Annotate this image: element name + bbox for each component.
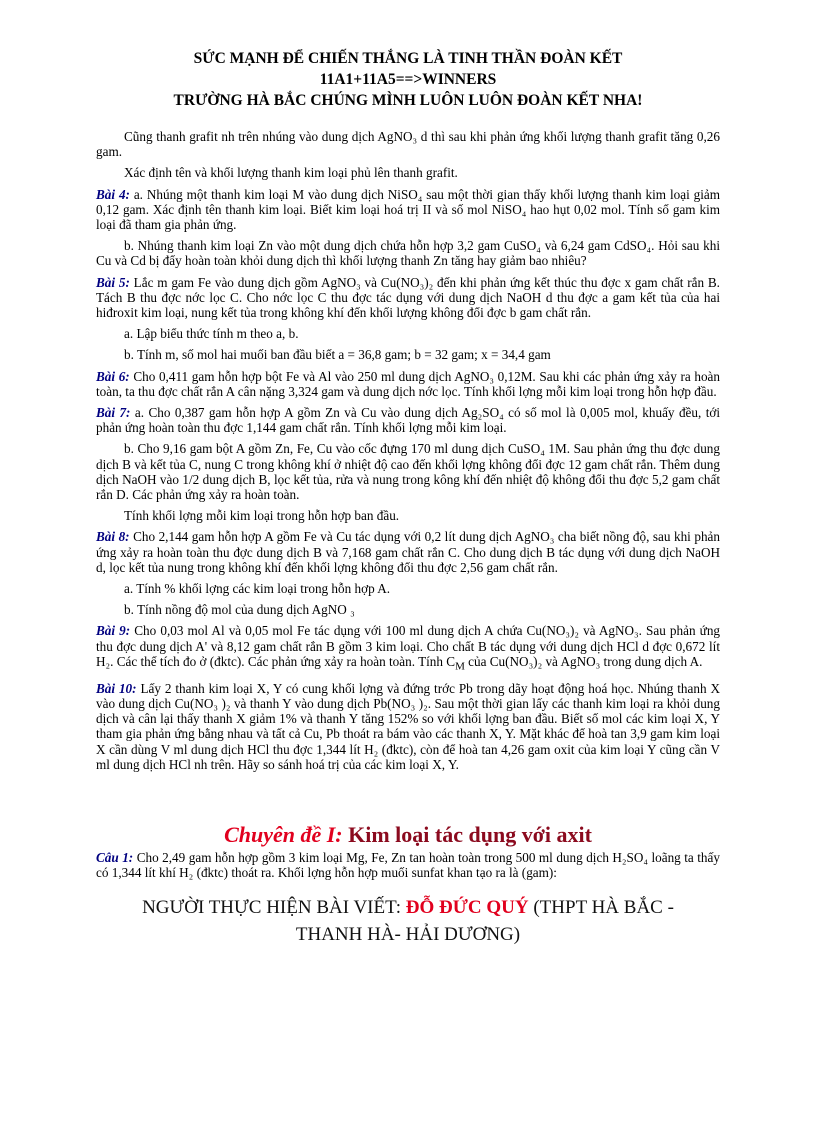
- exercise-6-label: Bài 6:: [96, 368, 130, 384]
- exercise-7-part-a: a. Cho 0,387 gam hỗn hợp A gồm Zn và Cu vào dung dịch Ag₂SO₄ có số mol là 0,005 mol, khuấy đều, tới phản ứng hoàn toàn thu đợc 1,144 gam chất rắn. Tính khối lợng mỗi kim loại.: [96, 405, 720, 436]
- exercise-9-subscript: M: [455, 660, 465, 673]
- author-footer: [96, 894, 720, 948]
- footer-prefix: NGƯỜI THỰC HIỆN BÀI VIẾT:: [142, 897, 406, 919]
- exercise-6: [96, 369, 720, 399]
- section-heading-title: Kim loại tác dụng với axit: [342, 821, 592, 847]
- exercise-4: [96, 187, 720, 233]
- header-line-3: TRƯỜNG HÀ BẮC CHÚNG MÌNH LUÔN LUÔN ĐOÀN KẾT NHA!: [173, 92, 643, 109]
- footer-author: ĐỖ ĐỨC QUÝ: [405, 897, 529, 919]
- intro-paragraph-1: Cũng thanh grafit nh trên nhúng vào dung dịch AgNO₃ d thì sau khi phản ứng khối lượng thanh grafit tăng 0,26 gam.: [96, 129, 720, 160]
- exercise-5-text: Lắc m gam Fe vào dung dịch gồm AgNO₃ và Cu(NO₃)₂ đến khi phản ứng kết thúc thu đợc x gam chất rắn B. Tách B thu đợc nớc lọc C. Cho nớc lọc C thu đợc tác dụng với dung dịch NaOH d thu đợc a gam kết tủa của hai hiđroxit kim loại, nung kết tủa trong không khí đến khối lượng không đổi đợc b gam chất rắn.: [96, 274, 720, 321]
- exercise-8-part-a: a. Tính % khối lợng các kim loại trong hỗn hợp A.: [124, 581, 391, 597]
- exercise-8: [96, 529, 720, 575]
- footer-line-2: THANH HÀ- HẢI DƯƠNG): [295, 924, 521, 946]
- question-1-label: Câu 1:: [96, 849, 134, 865]
- exercise-5: [96, 275, 720, 321]
- document-page: [96, 48, 720, 948]
- exercise-7-question: Tính khối lợng mỗi kim loại trong hỗn hợp ban đầu.: [124, 508, 400, 524]
- footer-line-1: [96, 894, 720, 921]
- exercise-5-part-b: b. Tính m, số mol hai muối ban đầu biết a = 36,8 gam; b = 32 gam; x = 34,4 gam: [124, 347, 551, 363]
- exercise-9: [96, 623, 720, 674]
- footer-line-1-end: (THPT HÀ BẮC -: [528, 897, 674, 919]
- exercise-7-part-b: b. Cho 9,16 gam bột A gồm Zn, Fe, Cu vào cốc đựng 170 ml dung dịch CuSO₄ 1M. Sau phản ứng thu đợc dung dịch B và kết tủa C, nung C trong không khí ở nhiệt độ cao đến khối lợng không đổi đợc 12 gam chất rắn. Thêm dung dịch NaOH vào 1/2 dung dịch B, lọc kết tủa, rửa và nung trong kông khí đến nhiệt độ không đổi thu đợc 5,2 gam chất rắn D. Các phản ứng xảy ra hoàn toàn.: [96, 441, 720, 503]
- question-1: [96, 850, 720, 880]
- document-body: [96, 129, 720, 772]
- exercise-10-label: Bài 10:: [96, 680, 137, 696]
- document-header: [96, 48, 720, 111]
- exercise-8-text: Cho 2,144 gam hỗn hợp A gồm Fe và Cu tác dụng với 0,2 lít dung dịch AgNO₃ cha biết nồng độ, sau khi phản ứng xảy ra hoàn toàn thu đợc dung dịch B và 7,168 gam chất rắn C. Cho dung dịch B tác dụng với dung dịch NaOH d, lọc kết tủa nung trong không khí đến khối lợng không đổi thu đợc 2,56 gam chất rắn.: [96, 529, 720, 575]
- section-heading-prefix: Chuyên đề I:: [224, 821, 343, 847]
- intro-paragraph-2: Xác định tên và khối lượng thanh kim loại phủ lên thanh grafit.: [124, 165, 458, 181]
- exercise-7-label: Bài 7:: [96, 405, 131, 421]
- exercise-10-text: Lấy 2 thanh kim loại X, Y có cung khối lợng và đứng trớc Pb trong dãy hoạt động hoá học. Nhúng thanh X vào dung dịch Cu(NO₃ )₂ và thanh Y vào dung dịch Pb(NO₃ )₂. Sau một thời gian lấy các thanh kim loại ra khỏi dung dịch và cân lại thấy thanh X giảm 1% và thanh Y tăng 152% so với khối lợng ban đầu. Biết số mol các kim loại X, Y tham gia phản ứng bằng nhau và tất cả Cu, Pb thoát ra bám vào các thanh X, Y. Mặt khác để hoà tan 3,9 gam kim loại X cần dùng V ml dung dịch HCl thu đợc 1,344 lít H₂ (đktc), còn để hoà tan 4,26 gam oxit của kim loại Y cũng cần V ml dung dịch HCl nh trên. Hãy so sánh hoá trị của các kim loại X, Y.: [96, 680, 720, 772]
- exercise-6-text: Cho 0,411 gam hỗn hợp bột Fe và Al vào 250 ml dung dịch AgNO₃ 0,12M. Sau khi các phản ứng xảy ra hoàn toàn, ta thu đợc chất rắn A cân nặng 3,324 gam và dung dịch nớc lọc. Tính khối lợng mỗi kim loại trong hỗn hợp đầu.: [96, 368, 720, 399]
- exercise-4-part-a: a. Nhúng một thanh kim loại M vào dung dịch NiSO₄ sau một thời gian thấy khối lượng thanh kim loại giảm 0,12 gam. Xác định tên thanh kim loại. Biết kim loại hoá trị II và số mol NiSO₄ hao hụt 0,02 mol. Tính số gam kim loại đã tham gia phản ứng.: [96, 186, 720, 233]
- exercise-5-label: Bài 5:: [96, 274, 130, 290]
- exercise-4-label: Bài 4:: [96, 186, 130, 202]
- exercise-5-part-a: a. Lập biểu thức tính m theo a, b.: [124, 326, 299, 342]
- exercise-9-text: Cho 0,03 mol Al và 0,05 mol Fe tác dụng với 100 ml dung dịch A chứa Cu(NO₃)₂ và AgNO₃. Sau phản ứng thu đợc dung dịch A' và 8,12 gam chất rắn B gồm 3 kim loại. Cho chất B tác dụng với dung dịch HCl d đợc 0,672 lít H₂. Các thể tích đo ở (đktc). Các phản ứng xảy ra hoàn toàn. Tính C: [96, 623, 721, 669]
- exercise-4-part-b: b. Nhúng thanh kim loại Zn vào một dung dịch chứa hỗn hợp 3,2 gam CuSO₄ và 6,24 gam CdSO₄. Hỏi sau khi Cu và Cd bị đẩy hoàn toàn khỏi dung dịch thì khối lượng thanh Zn tăng hay giảm bao nhiêu?: [96, 238, 720, 269]
- question-block: [96, 850, 720, 880]
- exercise-8-part-b: b. Tính nồng độ mol của dung dịch AgNO ₃: [124, 602, 355, 618]
- header-line-2: 11A1+11A5==>WINNERS: [319, 71, 497, 88]
- exercise-8-label: Bài 8:: [96, 529, 130, 545]
- exercise-7: [96, 405, 720, 435]
- section-heading: [96, 822, 720, 848]
- exercise-9-label: Bài 9:: [96, 623, 131, 639]
- exercise-10: [96, 681, 720, 772]
- header-line-1: SỨC MẠNH ĐỂ CHIẾN THẮNG LÀ TINH THẦN ĐOÀN KẾT: [193, 50, 623, 67]
- question-1-text: Cho 2,49 gam hỗn hợp gồm 3 kim loại Mg, Fe, Zn tan hoàn toàn trong 500 ml dung dịch H₂SO₄ loãng ta thấy có 1,344 lít khí H₂ (đktc) thoát ra. Khối lợng hỗn hợp muối sunfat khan tạo ra là (gam):: [96, 849, 720, 881]
- exercise-9-text-end: của Cu(NO₃)₂ và AgNO₃ trong dung dịch A.: [464, 653, 703, 669]
